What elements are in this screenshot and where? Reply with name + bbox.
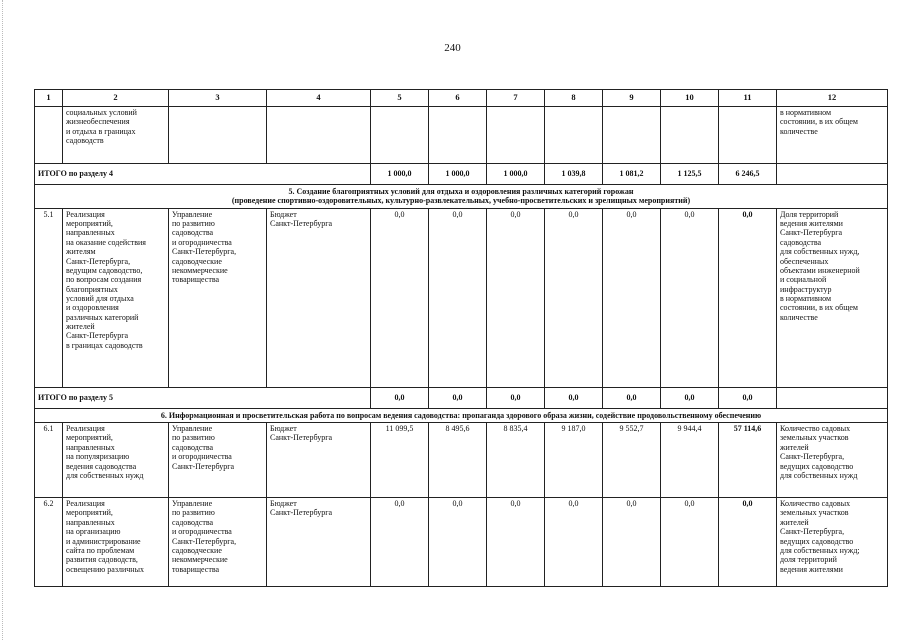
total-value: 1 000,0 (371, 164, 429, 185)
row-number: 6.1 (35, 423, 63, 498)
total-value: 1 000,0 (429, 164, 487, 185)
table-row-6-1 (35, 423, 888, 498)
value-cell: 0,0 (661, 208, 719, 387)
total-value: 0,0 (603, 387, 661, 408)
total-value: 1 039,8 (545, 164, 603, 185)
column-header: 4 (267, 90, 371, 107)
measure-name: Реализация мероприятий, направленных на популяризацию ведения садоводства для собственных нужд (63, 423, 169, 498)
measure-name: Реализация мероприятий, направленных на оказание содействия жителям Санкт-Петербурга, ведущим садоводство, по вопросам создания благоприятных условий для отдыха и оздоровления различных категорий жителей Санкт-Петербурга в границах садоводств (63, 208, 169, 387)
column-header: 6 (429, 90, 487, 107)
value-cell: 9 944,4 (661, 423, 719, 498)
section-5-header (35, 185, 888, 209)
section-subtitle: (проведение спортивно-оздоровительных, культурно-развлекательных, учебно-просветительских и зрелищных мероприятий) (231, 196, 691, 206)
executor: Управление по развитию садоводства и огородничества Санкт-Петербурга (169, 423, 267, 498)
value-cell: 0,0 (487, 498, 545, 587)
left-margin-mark (2, 0, 4, 640)
value-cell: 0,0 (429, 208, 487, 387)
value-cell: 0,0 (603, 498, 661, 587)
value-cell: 0,0 (661, 498, 719, 587)
section-title: 5. Создание благоприятных условий для отдыха и оздоровления различных категорий горожан (288, 187, 634, 196)
funding-source: Бюджет Санкт-Петербурга (267, 423, 371, 498)
total-value: 1 081,2 (603, 164, 661, 185)
column-header: 11 (719, 90, 777, 107)
row-number: 5.1 (35, 208, 63, 387)
total-value: 1 125,5 (661, 164, 719, 185)
total-value: 0,0 (545, 387, 603, 408)
total-value: 0,0 (429, 387, 487, 408)
total-value: 1 000,0 (487, 164, 545, 185)
total-row-section-5 (35, 387, 888, 408)
funding-source: Бюджет Санкт-Петербурга (267, 498, 371, 587)
total-value: 0,0 (487, 387, 545, 408)
indicator: Количество садовых земельных участков жителей Санкт-Петербурга, ведущих садоводство для собственных нужд; доля территорий ведения жителями (777, 498, 888, 587)
column-header: 7 (487, 90, 545, 107)
measure-name: социальных условий жизнеобеспечения и отдыха в границах садоводств (63, 107, 169, 164)
total-value: 0,0 (719, 387, 777, 408)
column-header-row (35, 90, 888, 107)
table-row-continued (35, 107, 888, 164)
total-row-section-4 (35, 164, 888, 185)
column-header: 10 (661, 90, 719, 107)
column-header: 12 (777, 90, 888, 107)
value-cell: 0,0 (545, 498, 603, 587)
funding-source: Бюджет Санкт-Петербурга (267, 208, 371, 387)
value-total-cell: 57 114,6 (719, 423, 777, 498)
total-label: ИТОГО по разделу 5 (35, 387, 371, 408)
indicator: Доля территорий ведения жителями Санкт-Петербурга садоводства для собственных нужд, обеспеченных объектами инженерной и социальной инфраструктур в нормативном состоянии, в их общем количестве (777, 208, 888, 387)
value-cell: 11 099,5 (371, 423, 429, 498)
table-row-6-2 (35, 498, 888, 587)
executor: Управление по развитию садоводства и огородничества Санкт-Петербурга, садоводческие некоммерческие товарищества (169, 208, 267, 387)
section-6-header (35, 408, 888, 422)
column-header: 3 (169, 90, 267, 107)
value-cell: 0,0 (371, 208, 429, 387)
total-label: ИТОГО по разделу 4 (35, 164, 371, 185)
section-title: 6. Информационная и просветительская работа по вопросам ведения садоводства: пропаганда здорового образа жизни, содействие продовольственному обеспечению (35, 408, 888, 422)
measure-name: Реализация мероприятий, направленных на организацию и администрирование сайта по проблемам развития садоводств, освещению различных (63, 498, 169, 587)
indicator: в нормативном состоянии, в их общем количестве (777, 107, 888, 164)
total-value: 6 246,5 (719, 164, 777, 185)
value-cell: 9 552,7 (603, 423, 661, 498)
column-header: 5 (371, 90, 429, 107)
column-header: 2 (63, 90, 169, 107)
value-cell: 0,0 (487, 208, 545, 387)
total-value: 0,0 (371, 387, 429, 408)
page-number: 240 (444, 42, 461, 54)
indicator: Количество садовых земельных участков жителей Санкт-Петербурга, ведущих садоводство для собственных нужд (777, 423, 888, 498)
executor: Управление по развитию садоводства и огородничества Санкт-Петербурга, садоводческие некоммерческие товарищества (169, 498, 267, 587)
value-total-cell: 0,0 (719, 208, 777, 387)
table-row-5-1 (35, 208, 888, 387)
column-header: 9 (603, 90, 661, 107)
total-value: 0,0 (661, 387, 719, 408)
column-header: 1 (35, 90, 63, 107)
value-cell: 0,0 (371, 498, 429, 587)
value-cell: 0,0 (429, 498, 487, 587)
column-header: 8 (545, 90, 603, 107)
value-total-cell: 0,0 (719, 498, 777, 587)
value-cell: 8 835,4 (487, 423, 545, 498)
value-cell: 0,0 (545, 208, 603, 387)
value-cell: 0,0 (603, 208, 661, 387)
value-cell: 9 187,0 (545, 423, 603, 498)
value-cell: 8 495,6 (429, 423, 487, 498)
row-number: 6.2 (35, 498, 63, 587)
program-table (34, 89, 888, 587)
